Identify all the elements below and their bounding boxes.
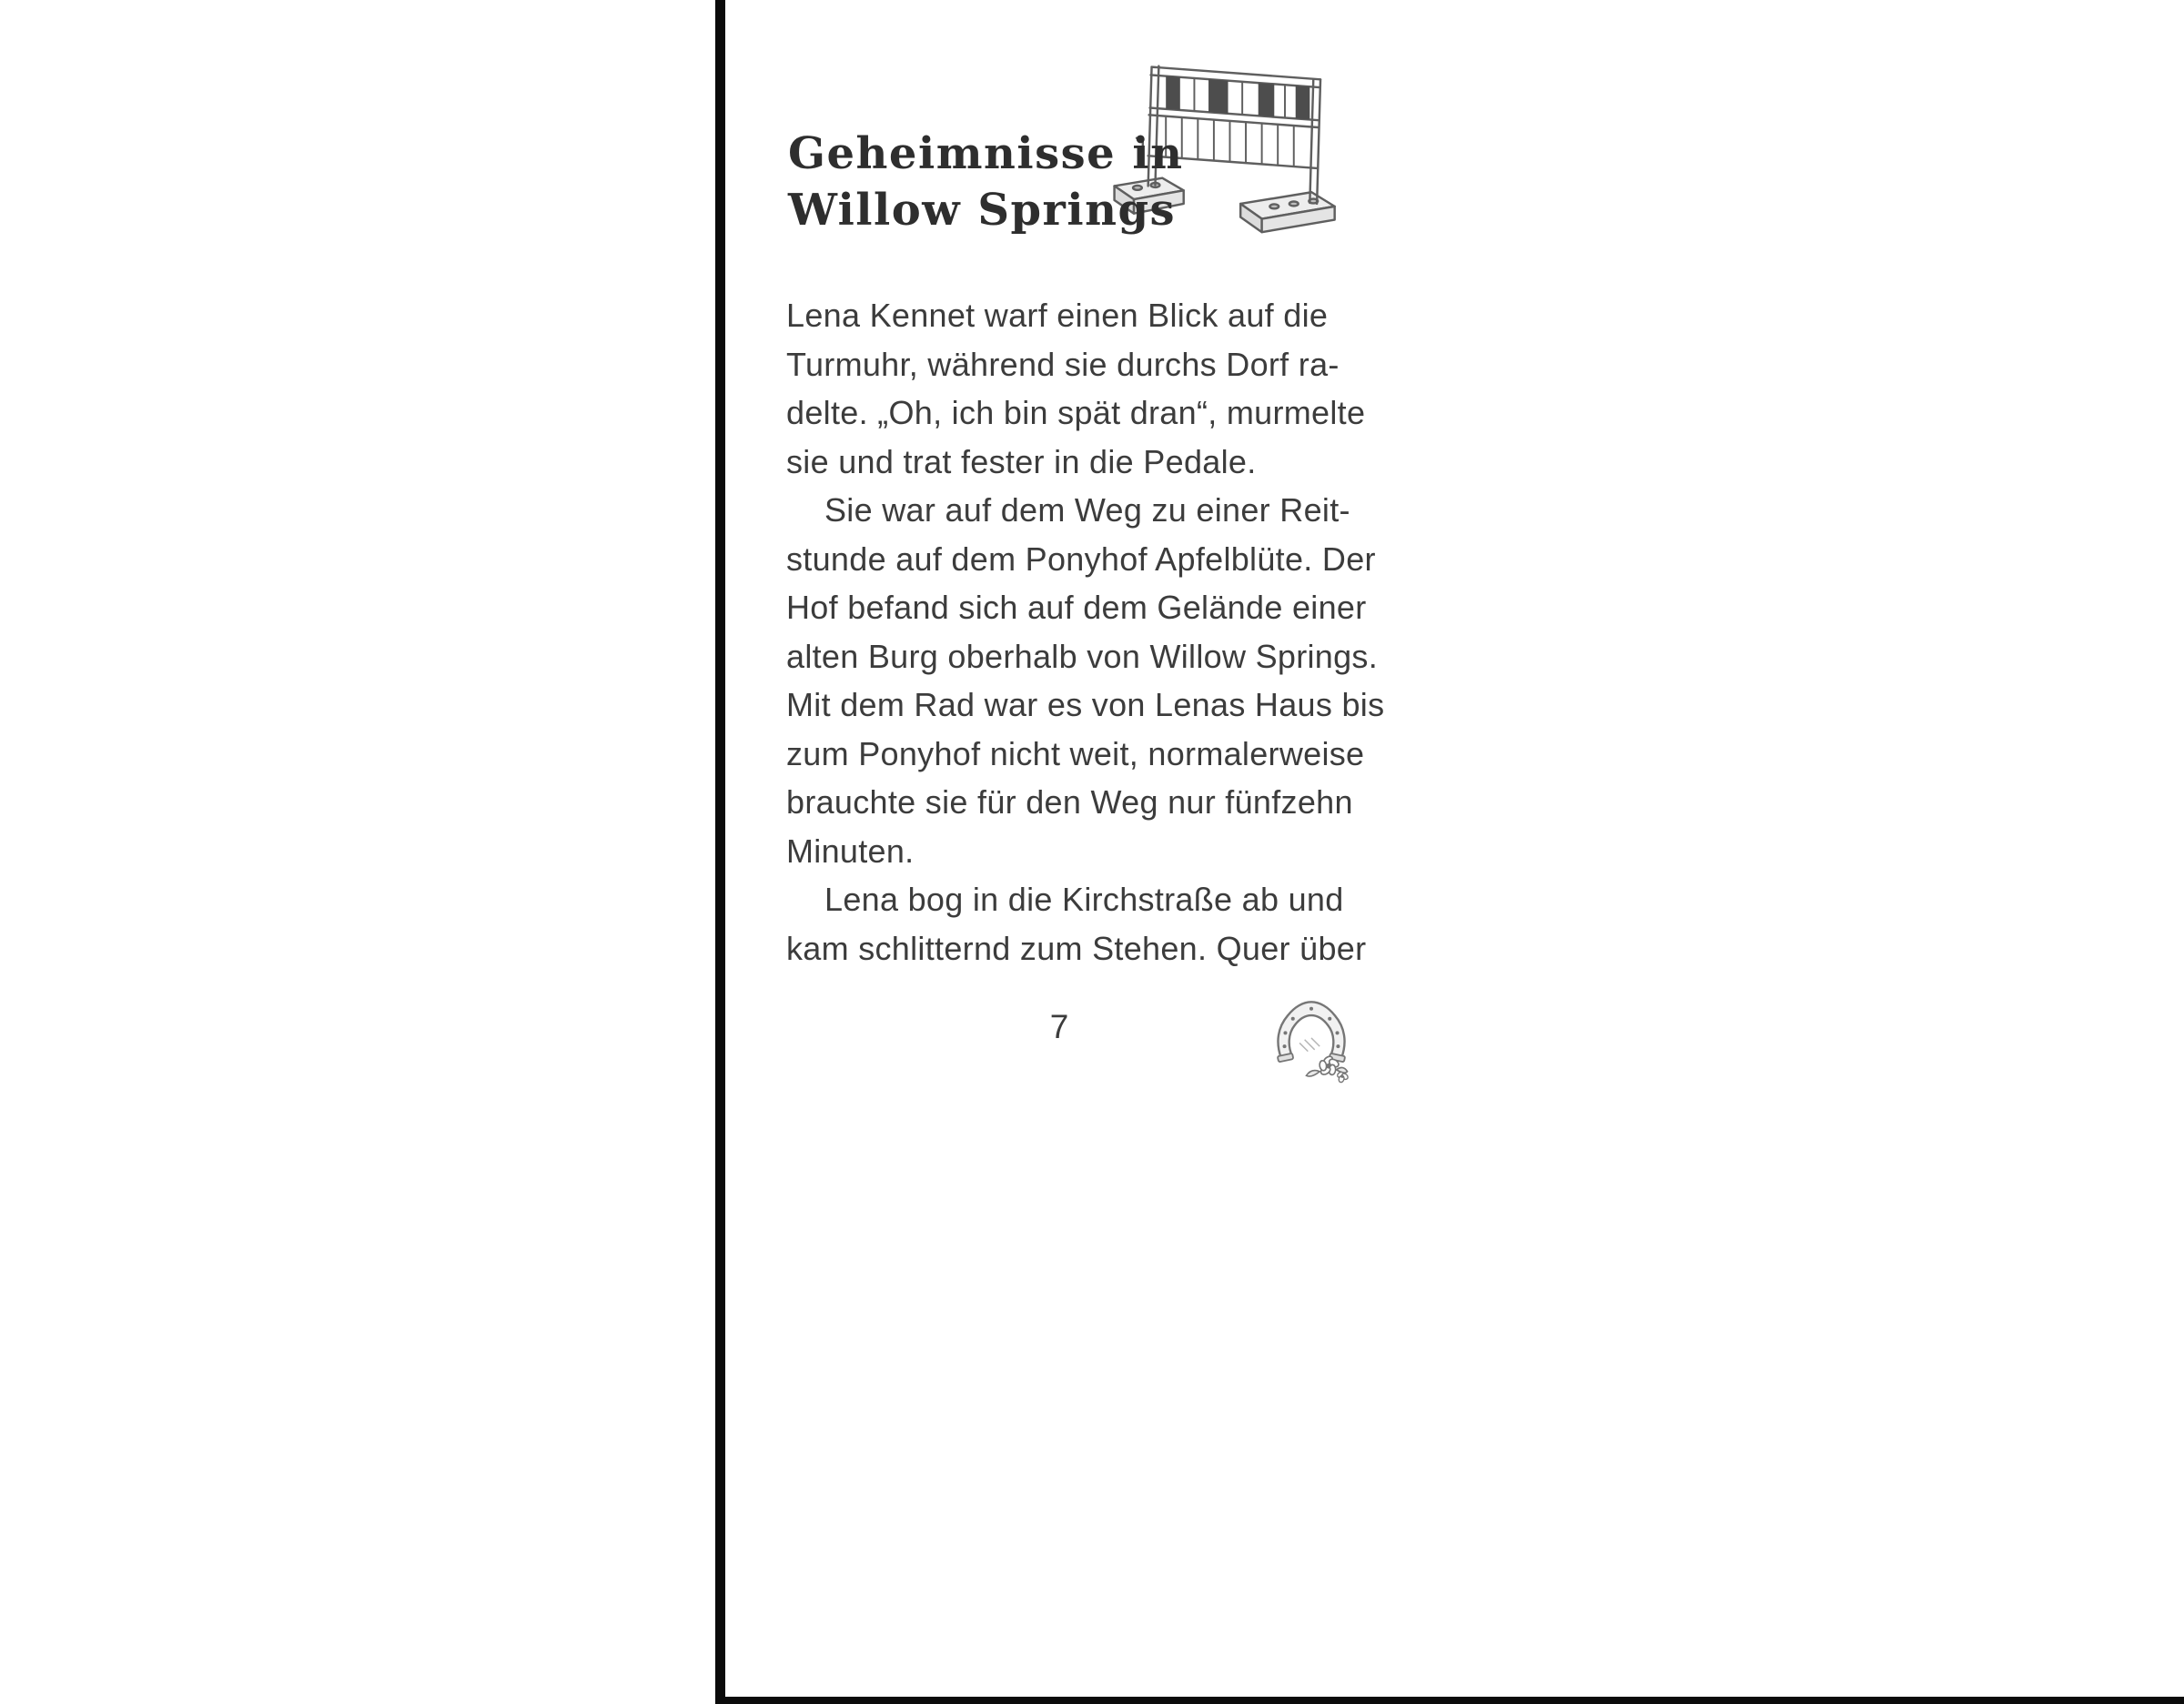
text-line: sie und trat fester in die Pedale.: [786, 442, 1257, 480]
text-line: stunde auf dem Ponyhof Apfelblüte. Der: [786, 539, 1376, 578]
bottom-edge-line: [725, 1697, 2184, 1704]
page-gutter-divider: [715, 0, 725, 1704]
text-line: kam schlitternd zum Stehen. Quer über: [786, 929, 1367, 967]
chapter-title: [788, 126, 1184, 238]
text-line: Minuten.: [786, 832, 915, 870]
left-page-blank: [0, 0, 715, 1704]
text-line: zum Ponyhof nicht weit, normalerweise: [786, 734, 1365, 772]
chapter-title-line1: Geheimnisse in: [788, 128, 1184, 179]
text-line: Mit dem Rad war es von Lenas Haus bis: [786, 686, 1385, 723]
page-number: 7: [1049, 1008, 1069, 1045]
horseshoe-icon: [1269, 988, 1353, 1086]
text-line: Lena bog in die Kirchstraße ab und: [824, 881, 1344, 918]
right-page: [725, 0, 2184, 1704]
body-text: [786, 291, 1385, 973]
text-line: Sie war auf dem Weg zu einer Reit-: [824, 491, 1350, 529]
text-line: Turmuhr, während sie durchs Dorf ra-: [786, 345, 1340, 383]
text-line: delte. „Oh, ich bin spät dran“, murmelte: [786, 394, 1366, 431]
text-line: Hof befand sich auf dem Gelände einer: [786, 589, 1367, 626]
chapter-title-line2: Willow Springs: [788, 185, 1177, 236]
text-line: alten Burg oberhalb von Willow Springs.: [786, 637, 1379, 675]
text-line: Lena Kennet warf einen Blick auf die: [786, 297, 1329, 334]
text-line: brauchte sie für den Weg nur fünfzehn: [786, 783, 1353, 821]
